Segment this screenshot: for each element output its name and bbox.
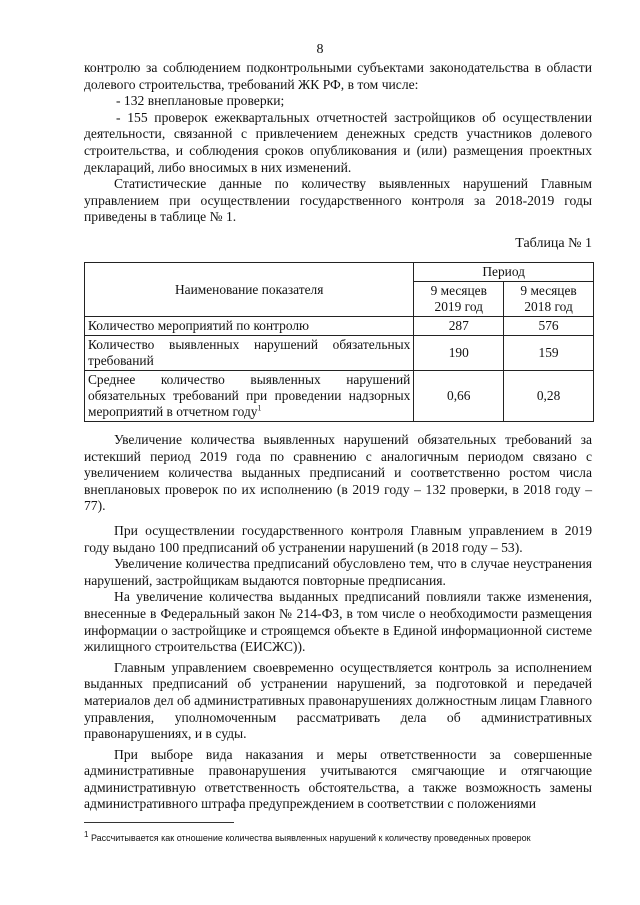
body-block [84, 432, 592, 813]
table-header-row [85, 263, 594, 282]
footnote-mark: 1 [84, 830, 89, 839]
table-row [85, 336, 594, 371]
list-item-reports: - 155 проверок ежеквартальных отчетностей застройщиков об осуществлении деятельности, связанной с привлечением денежных средств участников долевого строительства, и соблюдения сроков опубликования и (или) размещения проектных деклараций, либо вносимых в них изменений. [84, 109, 592, 175]
value-2019: 190 [414, 336, 504, 371]
body-paragraph: Главным управлением своевременно осуществляется контроль за исполнением выданных предписаний об устранении нарушений, за подготовкой и передачей материалов дел об административных правонарушениях должностным лицам Главного управления, уполномоченным рассматривать дела об административных правонарушениях, и в суды. [84, 659, 592, 742]
header-2019: 9 месяцев 2019 год [414, 282, 504, 317]
body-paragraph: На увеличение количества выданных предписаний повлияли также изменения, внесенные в Федеральный закон № 214-ФЗ, в том числе о необходимости размещения информации о застройщике и строящемся объекте в Единой информационной системе жилищного строительства (ЕИСЖС)). [84, 589, 592, 655]
stats-paragraph: Статистические данные по количеству выявленных нарушений Главным управлением при осуществлении государственного контроля за 2018-2019 годы приведены в таблице № 1. [84, 176, 592, 225]
table-row [85, 317, 594, 336]
value-2018: 576 [504, 317, 594, 336]
statistics-table [84, 262, 594, 422]
footnote-text: Рассчитывается как отношение количества выявленных нарушений к количеству проведенных проверок [90, 833, 531, 843]
header-indicator: Наименование показателя [85, 263, 414, 317]
row-name: Количество выявленных нарушений обязательных требований [85, 336, 414, 371]
row-name-with-footnote [85, 371, 414, 422]
body-paragraph: При выборе вида наказания и меры ответственности за совершенные административные правонарушения учитываются смягчающие и отягчающие административную ответственность обстоятельства, а также возможность замены административного штрафа предупреждением в соответствии с положениями [84, 746, 592, 812]
list-item-inspections: - 132 внеплановые проверки; [116, 93, 285, 109]
footnote-ref: 1 [257, 403, 262, 413]
body-paragraph: Увеличение количества предписаний обусловлено тем, что в случае неустранения нарушений, застройщикам выдаются повторные предписания. [84, 556, 592, 588]
body-paragraph: При осуществлении государственного контроля Главным управлением в 2019 году выдано 100 предписаний об устранении нарушений (в 2018 году – 53). [84, 522, 592, 555]
intro-block [84, 60, 592, 226]
table-caption: Таблица № 1 [515, 236, 592, 251]
footnote [84, 830, 531, 847]
table-row [85, 371, 594, 422]
value-2018: 0,28 [504, 371, 594, 422]
row-name: Количество мероприятий по контролю [85, 317, 414, 336]
value-2019: 287 [414, 317, 504, 336]
footnote-divider [84, 822, 234, 823]
header-2018: 9 месяцев 2018 год [504, 282, 594, 317]
value-2019: 0,66 [414, 371, 504, 422]
page-number: 8 [316, 42, 324, 57]
value-2018: 159 [504, 336, 594, 371]
row-name: Среднее количество выявленных нарушений обязательных требований при проведении надзорных мероприятий в отчетном году [88, 372, 411, 419]
body-paragraph: Увеличение количества выявленных нарушений обязательных требований за истекший период 2019 года по сравнению с аналогичным периодом связано с увеличением количества выданных предписаний и соответственно ростом числа внеплановых проверок по их исполнению (в 2019 году – 132 проверки, в 2018 году – 77). [84, 432, 592, 514]
intro-paragraph: контролю за соблюдением подконтрольными субъектами законодательства в области долевого строительства, требований ЖК РФ, в том числе: [84, 60, 592, 92]
header-period: Период [414, 263, 594, 282]
